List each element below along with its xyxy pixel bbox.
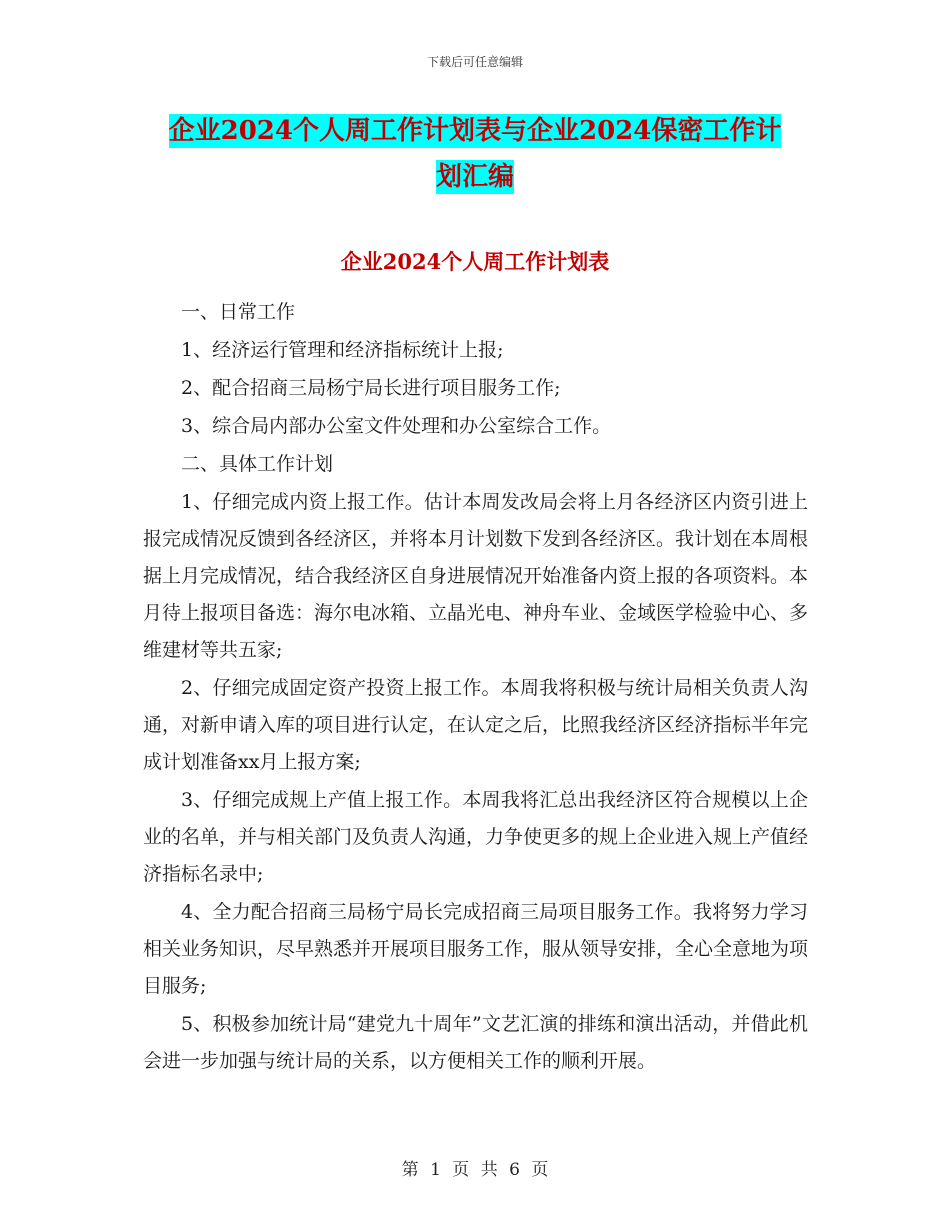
document-body [143,294,808,1081]
heading-specific-plan: 二、具体工作计划 [181,453,334,475]
list-item: 1、经济运行管理和经济指标统计上报; [181,339,504,361]
heading-daily-work: 一、日常工作 [181,301,296,323]
paragraph: 5、积极参加统计局“建党九十周年”文艺汇演的排练和演出活动，并借此机会进一步加强与统计局的关系，以方便相关工作的顺利开展。 [143,1013,808,1072]
paragraph: 2、仔细完成固定资产投资上报工作。本周我将积极与统计局相关负责人沟通，对新申请入库的项目进行认定，在认定之后，比照我经济区经济指标半年完成计划准备xx月上报方案; [143,677,809,773]
paragraph: 3、仔细完成规上产值上报工作。本周我将汇总出我经济区符合规模以上企业的名单，并与相关部门及负责人沟通，力争使更多的规上企业进入规上产值经济指标名录中; [143,789,809,885]
page-header: 下载后可任意编辑 [426,55,523,69]
page-number: 第 1 页 共 6 页 [401,1160,549,1180]
section-title: 企业2024个人周工作计划表 [340,249,610,274]
title-line-2: 划汇编 [435,162,514,192]
list-item: 3、综合局内部办公室文件处理和办公室综合工作。 [181,415,612,437]
list-item: 2、配合招商三局杨宁局长进行项目服务工作; [181,377,561,399]
title-line-1: 企业2024个人周工作计划表与企业2024保密工作计 [168,116,782,146]
document-title [0,108,950,200]
paragraph: 1、仔细完成内资上报工作。估计本周发改局会将上月各经济区内资引进上报完成情况反馈到各经济区，并将本月计划数下发到各经济区。我计划在本周根据上月完成情况，结合我经济区自身进展情况开始准备内资上报的各项资料。本月待上报项目备选：海尔电冰箱、立晶光电、神舟车业、金域医学检验中心、多维建材等共五家; [143,491,809,661]
paragraph: 4、全力配合招商三局杨宁局长完成招商三局项目服务工作。我将努力学习相关业务知识，尽早熟悉并开展项目服务工作，服从领导安排，全心全意地为项目服务; [143,901,809,997]
